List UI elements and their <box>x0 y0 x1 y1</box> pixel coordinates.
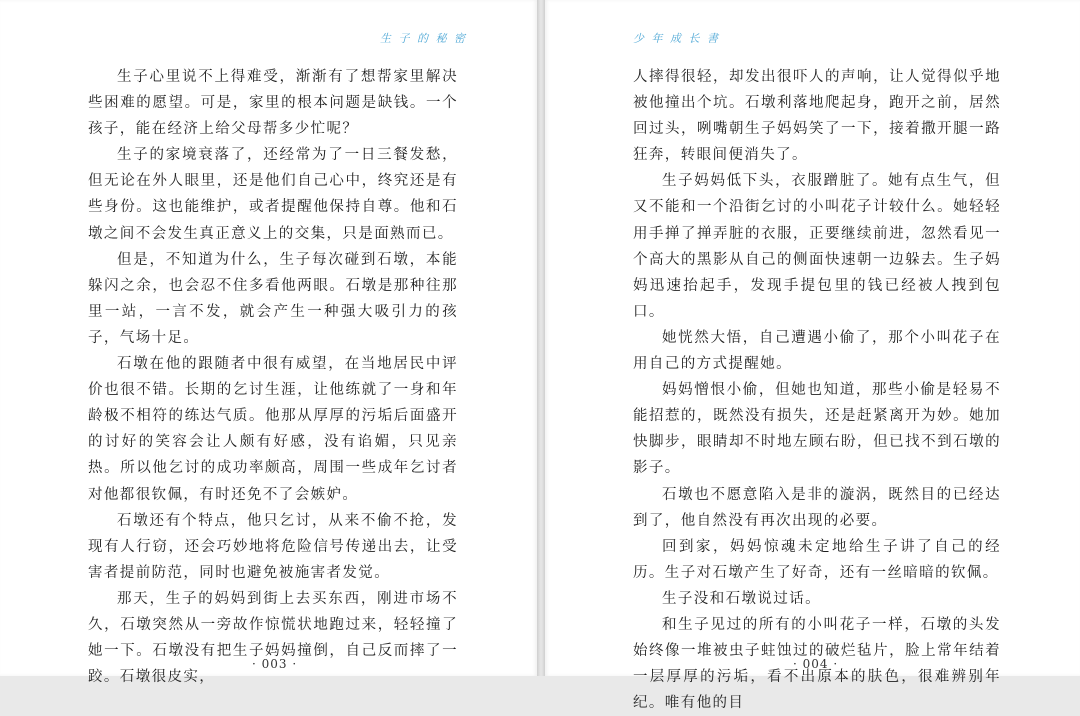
left-page <box>0 0 537 686</box>
book-gutter <box>537 0 545 676</box>
right-paragraph-5: 石墩也不愿意陷入是非的漩涡，既然目的已经达到了，他自然没有再次出现的必要。 <box>633 486 1001 529</box>
left-paragraph-4: 石墩在他的跟随者中很有威望，在当地居民中评价也很不错。长期的乞讨生涯，让他练就了一身和年龄极不相符的练达气质。他那从厚厚的污垢后面盛开的讨好的笑容会让人颇有好感，没有谄媚，只见亲热。所以他乞讨的成功率颇高，周围一些成年乞讨者对他都很钦佩，有时还免不了会嫉妒。 <box>88 356 458 503</box>
right-paragraph-6: 回到家，妈妈惊魂未定地给生子讲了自己的经历。生子对石墩产生了好奇，还有一丝暗暗的钦佩。 <box>633 538 1001 581</box>
right-paragraph-7: 生子没和石墩说过话。 <box>662 590 821 607</box>
right-body-text <box>633 64 1001 716</box>
right-paragraph-8: 和生子见过的所有的小叫花子一样，石墩的头发始终像一堆被虫子蛀蚀过的破烂毡片，脸上常年结着一层厚厚的污垢，看不出原本的肤色，很难辨别年纪。唯有他的目 <box>633 616 1001 712</box>
right-paragraph-1: 人摔得很轻，却发出很吓人的声响，让人觉得似乎地被他撞出个坑。石墩利落地爬起身，跑开之前，居然回过头，咧嘴朝生子妈妈笑了一下，接着撒开腿一路狂奔，转眼间便消失了。 <box>633 69 1001 164</box>
left-paragraph-6: 那天，生子的妈妈到街上去买东西，刚进市场不久，石墩突然从一旁故作惊慌状地跑过来，轻轻撞了她一下。石墩没有把生子妈妈撞倒，自己反而摔了一跤。石墩很皮实， <box>88 590 458 686</box>
left-paragraph-3: 但是，不知道为什么，生子每次碰到石墩，本能躲闪之余，也会忍不住多看他两眼。石墩是那种往那里一站，一言不发，就会产生一种强大吸引力的孩子，气场十足。 <box>88 251 458 346</box>
left-paragraph-5: 石墩还有个特点，他只乞讨，从来不偷不抢，发现有人行窃，还会巧妙地将危险信号传递出去，让受害者提前防范，同时也避免被施害者发觉。 <box>88 512 458 581</box>
right-paragraph-2: 生子妈妈低下头，衣服蹭脏了。她有点生气，但又不能和一个沿街乞讨的小叫花子计较什么。她轻轻用手掸了掸弄脏的衣服，正要继续前进，忽然看见一个高大的黑影从自己的侧面快速朝一边躲去。生子妈妈迅速抬起手，发现手提包里的钱已经被人拽到包口。 <box>633 173 1001 320</box>
right-page <box>545 0 1080 712</box>
left-paragraph-1: 生子心里说不上得难受，渐渐有了想帮家里解决些困难的愿望。可是，家里的根本问题是缺钱。一个孩子，能在经济上给父母帮多少忙呢？ <box>88 69 458 138</box>
right-running-head: 少 年 成 长 書 <box>633 32 720 45</box>
right-page-number: · 004 · <box>793 657 839 671</box>
left-body-text <box>88 64 458 690</box>
right-paragraph-3: 她恍然大悟，自己遭遇小偷了，那个小叫花子在用自己的方式提醒她。 <box>633 329 1001 373</box>
left-page-number: · 003 · <box>252 657 298 671</box>
left-paragraph-2: 生子的家境衰落了，还经常为了一日三餐发愁，但无论在外人眼里，还是他们自己心中，终究还是有些身份。这也能维护，或者提醒他保持自尊。他和石墩之间不会发生真正意义上的交集，只是面熟而已。 <box>88 147 458 242</box>
right-paragraph-4: 妈妈憎恨小偷，但她也知道，那些小偷是轻易不能招惹的，既然没有损失，还是赶紧离开为妙。她加快脚步，眼睛却不时地左顾右盼，但已找不到石墩的影子。 <box>633 382 1001 477</box>
left-running-head: 生 子 的 秘 密 <box>380 32 467 45</box>
